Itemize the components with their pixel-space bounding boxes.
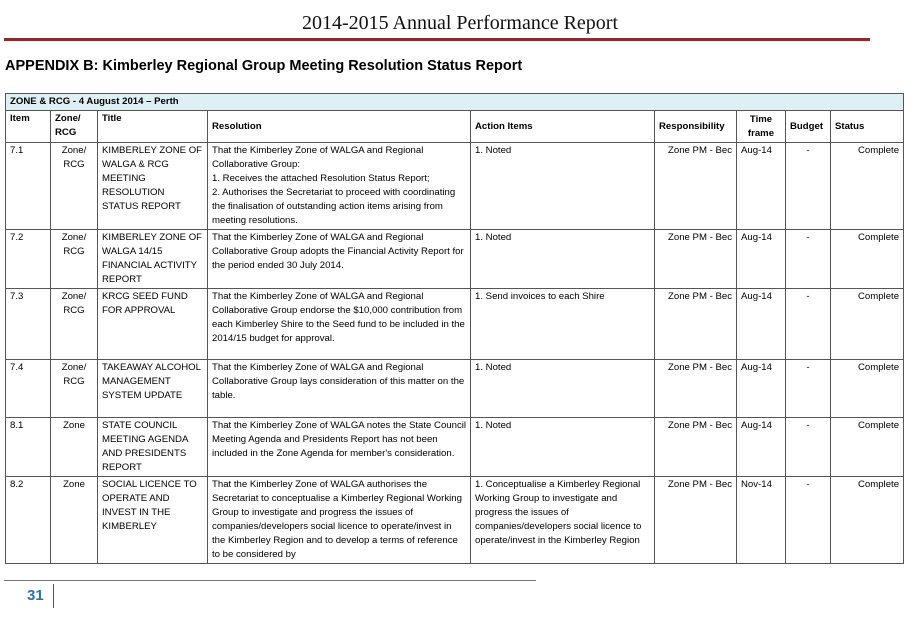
- row-item: 7.4: [6, 360, 51, 418]
- row-title: TAKEAWAY ALCOHOL MANAGEMENT SYSTEM UPDATE: [98, 360, 208, 418]
- page-number: 31: [27, 587, 44, 604]
- row-budget: -: [786, 230, 831, 289]
- row-item: 7.1: [6, 143, 51, 230]
- page-number-separator: [53, 584, 54, 608]
- row-responsibility: Zone PM - Bec: [655, 360, 737, 418]
- col-header-item: Item: [6, 111, 51, 143]
- row-responsibility: Zone PM - Bec: [655, 477, 737, 564]
- row-action: 1. Noted: [471, 143, 655, 230]
- row-title: KIMBERLEY ZONE OF WALGA & RCG MEETING RESOLUTION STATUS REPORT: [98, 143, 208, 230]
- table-row: [6, 418, 904, 477]
- row-status: Complete: [831, 418, 904, 477]
- col-header-action: Action Items: [471, 111, 655, 143]
- row-timeframe: Aug-14: [737, 360, 786, 418]
- row-zone: Zone: [51, 477, 98, 564]
- row-title: KIMBERLEY ZONE OF WALGA 14/15 FINANCIAL ACTIVITY REPORT: [98, 230, 208, 289]
- row-budget: -: [786, 360, 831, 418]
- footer-divider: [4, 580, 536, 581]
- row-resolution: That the Kimberley Zone of WALGA authorises the Secretariat to conceptualise a Kimberley Regional Working Group to investigate and progress the issues of companies/developers social licence to operate/invest in the Kimberley Region and to develop a terms of reference to be considered by: [208, 477, 471, 564]
- row-resolution: That the Kimberley Zone of WALGA and Regional Collaborative Group adopts the Financial Activity Report for the period ended 30 July 2014.: [208, 230, 471, 289]
- table-row: [6, 143, 904, 230]
- row-status: Complete: [831, 230, 904, 289]
- col-header-timeframe: Time frame: [737, 111, 786, 143]
- row-status: Complete: [831, 289, 904, 360]
- report-title: 2014-2015 Annual Performance Report: [301, 12, 619, 34]
- resolution-status-table: [5, 93, 904, 564]
- row-status: Complete: [831, 360, 904, 418]
- row-status: Complete: [831, 143, 904, 230]
- table-row: [6, 289, 904, 360]
- row-timeframe: Nov-14: [737, 477, 786, 564]
- row-budget: -: [786, 143, 831, 230]
- table-row: [6, 360, 904, 418]
- row-responsibility: Zone PM - Bec: [655, 418, 737, 477]
- row-resolution: That the Kimberley Zone of WALGA and Regional Collaborative Group lays consideration of this matter on the table.: [208, 360, 471, 418]
- col-header-status: Status: [831, 111, 904, 143]
- row-status: Complete: [831, 477, 904, 564]
- header-divider: [4, 38, 870, 41]
- row-budget: -: [786, 477, 831, 564]
- row-title: SOCIAL LICENCE TO OPERATE AND INVEST IN THE KIMBERLEY: [98, 477, 208, 564]
- row-responsibility: Zone PM - Bec: [655, 289, 737, 360]
- col-header-title: Title: [98, 111, 208, 143]
- row-action: 1. Conceptualise a Kimberley Regional Working Group to investigate and progress the issues of companies/developers social licence to operate/invest in the Kimberley Region: [471, 477, 655, 564]
- row-budget: -: [786, 289, 831, 360]
- row-item: 8.1: [6, 418, 51, 477]
- row-timeframe: Aug-14: [737, 418, 786, 477]
- row-action: 1. Send invoices to each Shire: [471, 289, 655, 360]
- row-action: 1. Noted: [471, 230, 655, 289]
- zone-meeting-label: ZONE & RCG - 4 August 2014 – Perth: [6, 94, 904, 111]
- row-budget: -: [786, 418, 831, 477]
- col-header-responsibility: Responsibility: [655, 111, 737, 143]
- appendix-heading: APPENDIX B: Kimberley Regional Group Meeting Resolution Status Report: [5, 58, 523, 74]
- table-row: [6, 477, 904, 564]
- zone-header-row: [6, 94, 904, 111]
- column-header-row: [6, 111, 904, 143]
- row-action: 1. Noted: [471, 360, 655, 418]
- row-timeframe: Aug-14: [737, 143, 786, 230]
- row-item: 7.2: [6, 230, 51, 289]
- row-item: 8.2: [6, 477, 51, 564]
- col-header-zone: Zone/ RCG: [51, 111, 98, 143]
- row-resolution: That the Kimberley Zone of WALGA and Regional Collaborative Group endorse the $10,000 contribution from each Kimberley Shire to the Seed fund to be included in the 2014/15 budget for approval.: [208, 289, 471, 360]
- col-header-budget: Budget: [786, 111, 831, 143]
- row-resolution: That the Kimberley Zone of WALGA and Regional Collaborative Group: 1. Receives the attached Resolution Status Report; 2. Authorises the Secretariat to proceed with coordinating the finalisation of outstanding action items arising from meeting resolutions.: [208, 143, 471, 230]
- row-timeframe: Aug-14: [737, 289, 786, 360]
- row-zone: Zone/ RCG: [51, 230, 98, 289]
- col-header-resolution: Resolution: [208, 111, 471, 143]
- row-title: KRCG SEED FUND FOR APPROVAL: [98, 289, 208, 360]
- row-resolution: That the Kimberley Zone of WALGA notes the State Council Meeting Agenda and Presidents Report has not been included in the Zone Agenda for member's consideration.: [208, 418, 471, 477]
- row-zone: Zone/ RCG: [51, 289, 98, 360]
- row-responsibility: Zone PM - Bec: [655, 230, 737, 289]
- row-zone: Zone/ RCG: [51, 360, 98, 418]
- row-action: 1. Noted: [471, 418, 655, 477]
- row-responsibility: Zone PM - Bec: [655, 143, 737, 230]
- table-row: [6, 230, 904, 289]
- row-title: STATE COUNCIL MEETING AGENDA AND PRESIDENTS REPORT: [98, 418, 208, 477]
- row-zone: Zone: [51, 418, 98, 477]
- row-zone: Zone/ RCG: [51, 143, 98, 230]
- row-timeframe: Aug-14: [737, 230, 786, 289]
- row-item: 7.3: [6, 289, 51, 360]
